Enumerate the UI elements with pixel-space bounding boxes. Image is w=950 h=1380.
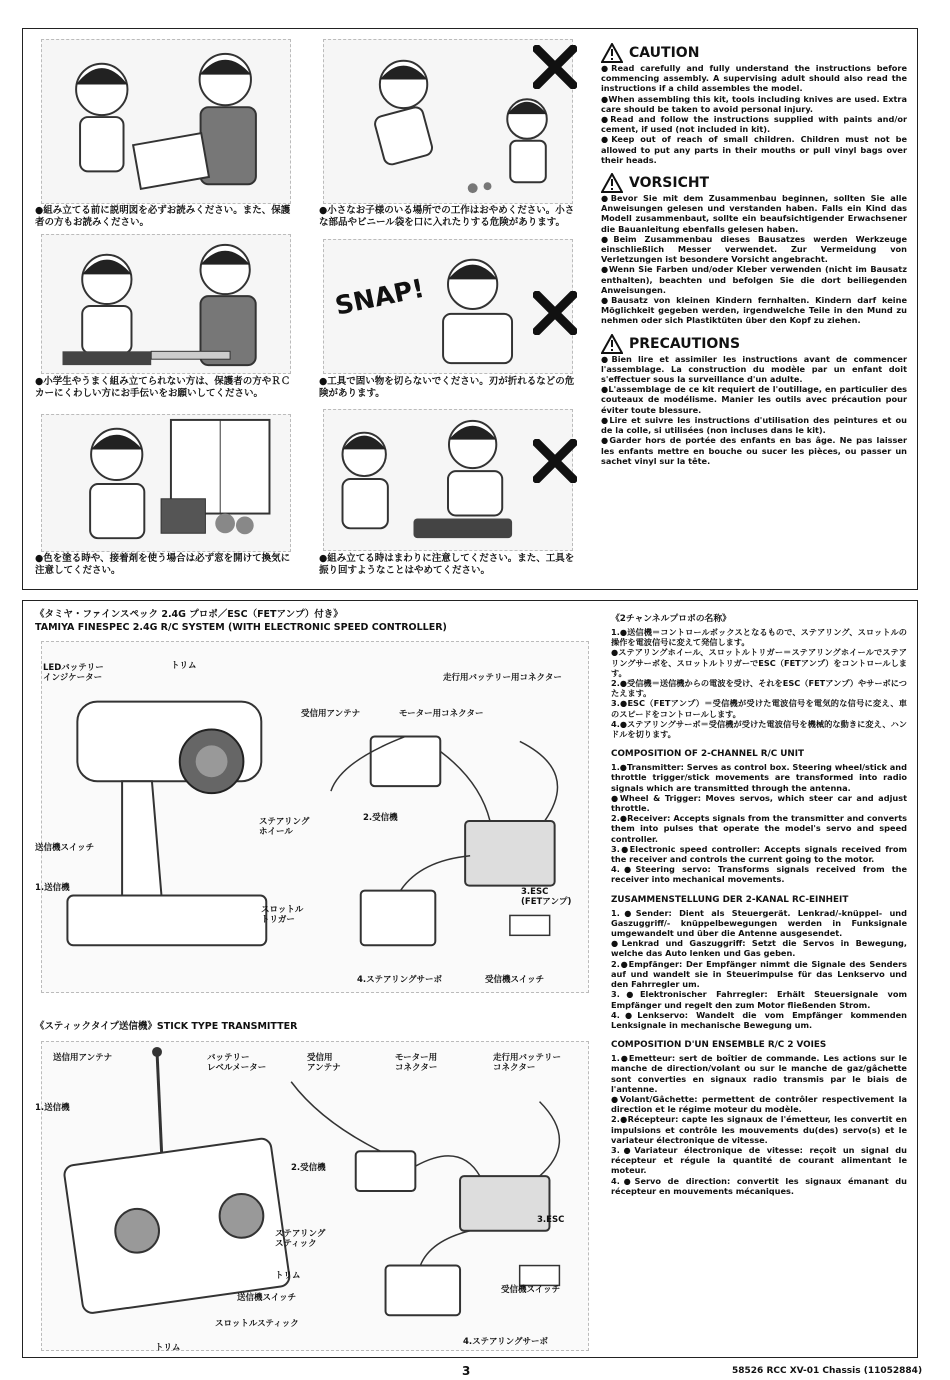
document-code: 58526 RCC XV-01 Chassis (11052884) <box>732 1366 923 1376</box>
label-receiver-2: 2.受信機 <box>291 1163 326 1173</box>
vorsicht-line: ●Beim Zusammenbau dieses Bausatzes werden Werkzeuge einschließlich Messer verwendet. Zur Vermeidung von Verletzungen ist besondere Vorsicht angebracht. <box>601 233 907 265</box>
caption-jp-3: ●小学生やうまく組み立てられない方は、保護者の方やＲＣカーにくわしい方にお手伝いをお願いしてください。 <box>35 376 291 399</box>
section-item: ●Volant/Gâchette: permettent de contrôler respectivement la direction et le régime moteur du modèle. <box>611 1093 907 1115</box>
label-rx-switch: 受信機スイッチ <box>485 975 545 985</box>
label-trim-1: トリム <box>275 1271 301 1281</box>
section-item: 4.●ステアリングサーボ＝受信機が受けた電波信号を機械的な動きに変え、ハンドルを切ります。 <box>611 718 907 740</box>
warning-triangle-icon <box>601 43 623 63</box>
section-heading-jp: 《2チャンネルプロポの名称》 <box>611 614 731 624</box>
precautions-line: ●Garder hors de portée des enfants en bas âge. Ne pas laisser les enfants mettre en bouche ou sucer les pièces, ou passer un sachet vinyl sur la tête. <box>601 435 907 466</box>
precautions-title: PRECAUTIONS <box>629 335 741 352</box>
prohibited-x-icon <box>533 45 577 89</box>
label-trim: トリム <box>171 661 197 671</box>
caution-line: ●Read and follow the instructions supplied with paints and/or cement, if used (not included in kit). <box>601 114 907 135</box>
label-steering-servo: 4.ステアリングサーボ <box>357 975 442 985</box>
caption-jp-5: ●色を塗る時や、接着剤を使う場合は必ず窓を開けて換気に注意してください。 <box>35 553 291 576</box>
rc-description-column <box>611 609 907 1196</box>
caption-jp-1: ●組み立てる前に説明図を必ずお読みください。また、保護者の方もお読みください。 <box>35 205 291 228</box>
label-battery-connector: 走行用バッテリー用コネクター <box>443 673 562 683</box>
section-item: 2.●Empfänger: Der Empfänger nimmt die Signale des Senders auf und wandelt sie in Steuerimpulse für das Lenkservo und den Fahrregler um. <box>611 958 907 990</box>
label-rx-switch-2: 受信機スイッチ <box>501 1285 561 1295</box>
label-steering-stick: ステアリング スティック <box>275 1229 326 1249</box>
caption-jp-4: ●工具で固い物を切らないでください。刃が折れるなどの危険があります。 <box>319 376 575 399</box>
section-item: 4.●Servo de direction: convertit les signaux émanant du récepteur en mouvements mécaniques. <box>611 1175 907 1196</box>
wheel-transmitter-diagram <box>41 641 589 993</box>
caution-line: ●Read carefully and fully understand the instructions before commencing assembly. A supervising adult should also read the instructions if a child assembles the model. <box>601 63 907 94</box>
label-steering-servo-2: 4.ステアリングサーボ <box>463 1337 548 1347</box>
illustration-parent-reading <box>41 39 291 204</box>
label-led-indicator: LEDバッテリー インジケーター <box>43 663 104 683</box>
precautions-text <box>601 354 907 466</box>
snap-text: SNAP! <box>332 273 428 322</box>
section-item: 1.●Transmitter: Serves as control box. Steering wheel/stick and throttle trigger/stick movements are transformed into radio signals which are transmitted through the antenna. <box>611 762 907 793</box>
illustration-parent-helping <box>41 234 291 374</box>
label-battery-meter: バッテリー レベルメーター <box>207 1053 267 1073</box>
rc-system-panel <box>22 600 918 1358</box>
label-rx-antenna: 受信用アンテナ <box>301 709 361 719</box>
vorsicht-text <box>601 193 907 326</box>
warning-triangle-icon <box>601 334 623 354</box>
caution-title: CAUTION <box>629 45 700 61</box>
section-item: 2.●Receiver: Accepts signals from the transmitter and converts them into pulses that operate the model's servo and speed controller. <box>611 813 907 844</box>
safety-panel <box>22 28 918 590</box>
prohibited-x-icon <box>533 439 577 483</box>
label-throttle-stick: スロットルスティック <box>215 1319 299 1329</box>
precautions-heading <box>601 334 907 354</box>
label-esc-2: 3.ESC <box>537 1215 565 1225</box>
section-heading-de: ZUSAMMENSTELLUNG DER 2-KANAL RC-EINHEIT <box>611 894 849 905</box>
section-item: 1.●Emetteur: sert de boîtier de commande. Les actions sur le manche de direction/volant ou sur le manche de gaz/gâchette sont converties en signaux radio transmis par le biais de l'antenne. <box>611 1053 907 1094</box>
section-item: 3.●Variateur électronique de vitesse: reçoit un signal du récepteur et régule la quantité de courant alimentant le moteur. <box>611 1144 907 1176</box>
stick-transmitter-diagram <box>41 1041 589 1351</box>
label-tx-switch-2: 送信機スイッチ <box>237 1293 297 1303</box>
precautions-line: ●L'assemblage de ce kit requiert de l'outillage, en particulier des couteaux de modélisme. Manier les outils avec précaution pour éviter toute blessure. <box>601 384 907 415</box>
section-item: 3.●Elektronischer Fahrregler: Erhält Steuersignale vom Empfänger und regelt den zum Motor fließenden Strom. <box>611 989 907 1010</box>
caution-line: ●When assembling this kit, tools including knives are used. Extra care should be taken to avoid personal injury. <box>601 93 907 114</box>
section-heading-en: COMPOSITION OF 2-CHANNEL R/C UNIT <box>611 749 805 760</box>
label-rx-antenna-2: 受信用 アンテナ <box>307 1053 341 1073</box>
warning-triangle-icon <box>601 173 623 193</box>
section-item: ●Lenkrad und Gaszuggriff: Setzt die Servos in Bewegung, welche das Auto lenken und Gas geben. <box>611 938 907 959</box>
section-item: 3.●ESC（FETアンプ）＝受信機が受けた電波信号を電気的な信号に変え、車のスピードをコントロールします。 <box>611 698 907 719</box>
label-transmitter-2: 1.送信機 <box>35 1103 70 1113</box>
label-transmitter: 1.送信機 <box>35 883 70 893</box>
vorsicht-line: ●Bevor Sie mit dem Zusammenbau beginnen, sollten Sie alle Anweisungen gelesen und verstanden haben. Falls ein Kind das Modell zusammenbaut, sollte ein beaufsichtigender Erwachsener die Bauanleitung ebenfalls gelesen haben. <box>601 193 907 234</box>
section-item: 3.●Electronic speed controller: Accepts signals received from the receiver and controls the current going to the motor. <box>611 843 907 865</box>
label-tx-antenna: 送信用アンテナ <box>53 1053 113 1063</box>
cautions-column <box>601 39 907 474</box>
section-item: 4.●Lenkservo: Wandelt die vom Empfänger kommenden Lenksignale in mechanische Bewegung um. <box>611 1009 907 1030</box>
caption-jp-6: ●組み立てる時はまわりに注意してください。また、工具を振り回すようなことはやめてください。 <box>319 553 575 576</box>
stick-transmitter-title: 《スティックタイプ送信機》STICK TYPE TRANSMITTER <box>35 1021 298 1032</box>
vorsicht-line: ●Bausatz von kleinen Kindern fernhalten. Kindern darf keine Möglichkeit gegeben werden, irgendwelche Teile in den Mund zu nehmen oder sich Plastiktüten über den Kopf zu ziehen. <box>601 295 907 326</box>
label-trim-2: トリム <box>155 1343 181 1353</box>
label-tx-switch: 送信機スイッチ <box>35 843 95 853</box>
prohibited-x-icon <box>533 291 577 335</box>
label-steering-wheel: ステアリング ホイール <box>259 817 310 837</box>
precautions-line: ●Bien lire et assimiler les instructions avant de commencer l'assemblage. La construction du modèle par un enfant doit s'effectuer sous la surveillance d'un adulte. <box>601 353 907 385</box>
label-esc: 3.ESC (FETアンプ) <box>521 887 572 907</box>
rc-system-title-en: TAMIYA FINESPEC 2.4G R/C SYSTEM (WITH ELECTRONIC SPEED CONTROLLER) <box>35 622 447 633</box>
caption-jp-2: ●小さなお子様のいる場所での工作はおやめください。小さな部品やビニール袋を口に入れたりする危険があります。 <box>319 205 575 228</box>
caution-text <box>601 63 907 165</box>
section-item: ●Wheel & Trigger: Moves servos, which steer car and adjust throttle. <box>611 792 907 814</box>
precautions-line: ●Lire et suivre les instructions d'utilisation des peintures et ou de la colle, si utilisées (non incluses dans le kit). <box>601 414 907 436</box>
label-battery-connector-2: 走行用バッテリー コネクター <box>493 1053 562 1073</box>
vorsicht-heading <box>601 173 907 193</box>
section-item: 2.●Récepteur: capte les signaux de l'émetteur, les convertit en impulsions et contrôle les mouvements du(des) servo(s) et le variateur électronique de vitesse. <box>611 1114 907 1145</box>
section-heading-fr: COMPOSITION D'UN ENSEMBLE R/C 2 VOIES <box>611 1040 827 1051</box>
caution-line: ●Keep out of reach of small children. Children must not be allowed to put any parts in their mouths or pull vinyl bags over their heads. <box>601 134 907 165</box>
section-item: 2.●受信機＝送信機からの電波を受け、それをESC（FETアンプ）やサーボにつたえます。 <box>611 678 907 699</box>
section-item: ●ステアリングホイール、スロットルトリガー＝ステアリングホイールでステアリングサーボを、スロットルトリガーでESC（FETアンプ）をコントロールします。 <box>611 647 907 678</box>
illustration-painting <box>41 414 291 552</box>
rc-system-title-jp: 《タミヤ・ファインスペック 2.4G プロポ／ESC（FETアンプ）付き》 <box>35 609 343 620</box>
label-throttle-trigger: スロットル トリガー <box>261 905 304 925</box>
vorsicht-title: VORSICHT <box>629 175 710 192</box>
label-motor-connector: モーター用コネクター <box>399 709 484 719</box>
caution-heading <box>601 43 907 63</box>
label-motor-connector-2: モーター用 コネクター <box>395 1053 438 1073</box>
section-item: 1.●Sender: Dient als Steuergerät. Lenkrad/-knüppel- und Gaszuggriff/- knüppelbewegungen werden in Funksignale umgewandelt und über die Antenne ausgesendet. <box>611 907 907 939</box>
page-number: 3 <box>462 1364 471 1378</box>
vorsicht-line: ●Wenn Sie Farben und/oder Kleber verwenden (nicht im Bausatz enthalten), beachten und befolgen Sie die dort beiliegenden Anweisungen. <box>601 264 907 295</box>
section-item: 1.●送信機＝コントロールボックスとなるもので、ステアリング、スロットルの操作を電波信号に変えて発信します。 <box>611 627 907 648</box>
label-receiver: 2.受信機 <box>363 813 398 823</box>
section-item: 4.●Steering servo: Transforms signals received from the receiver into mechanical movements. <box>611 864 907 885</box>
